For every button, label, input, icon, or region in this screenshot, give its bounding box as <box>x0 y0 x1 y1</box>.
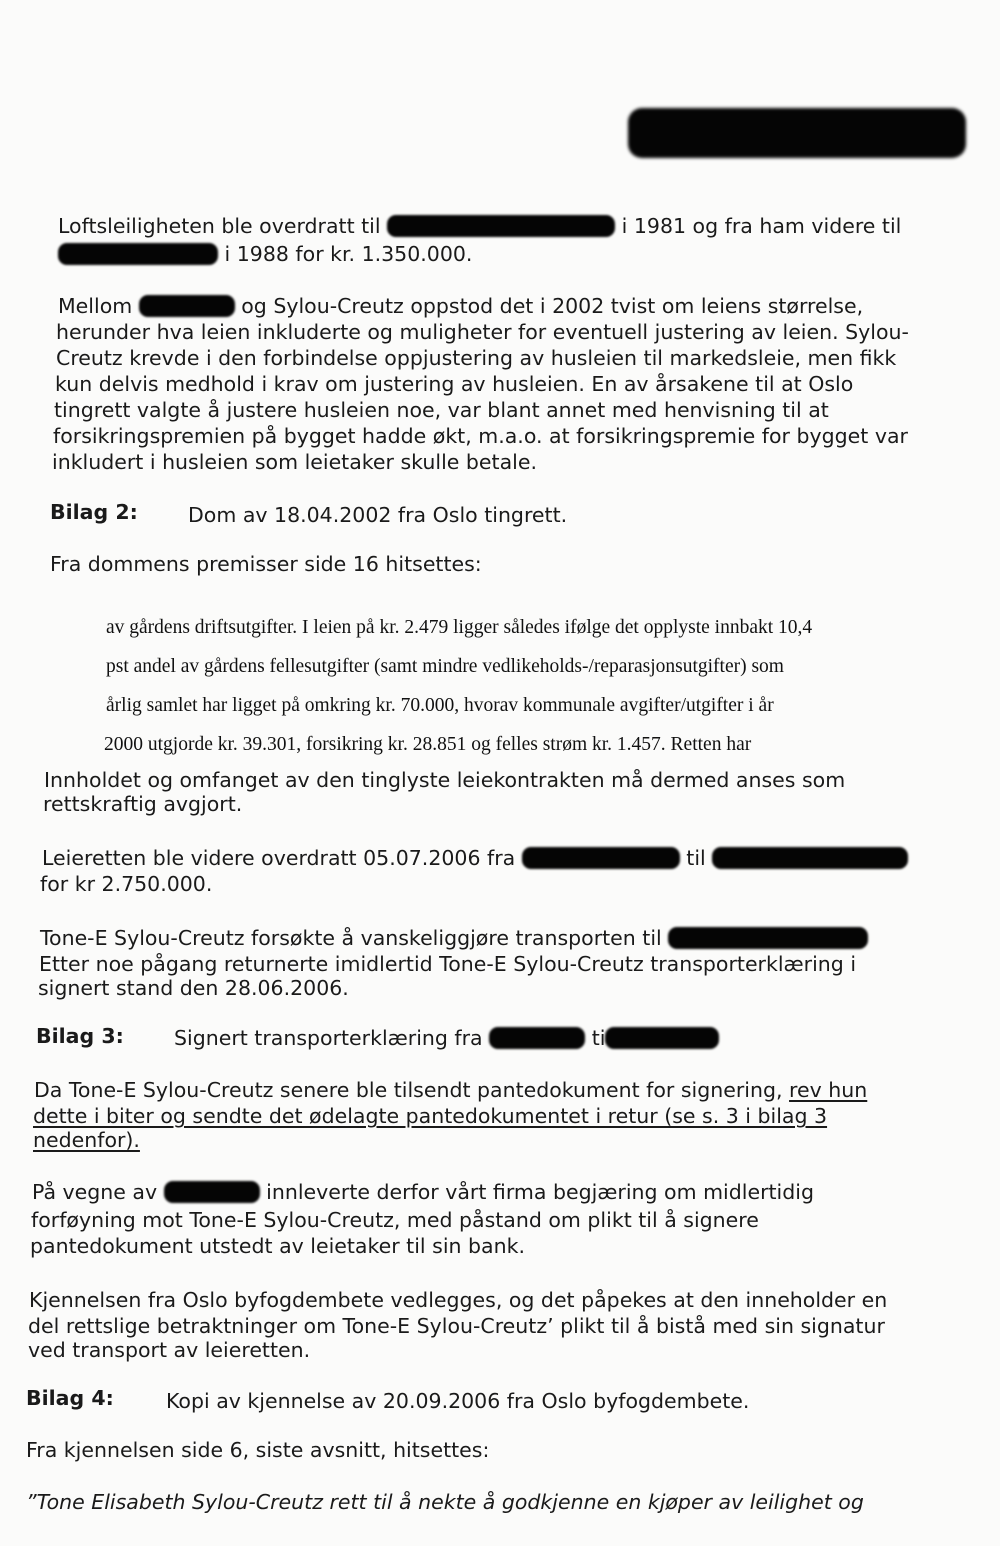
redacted-header-block <box>628 108 966 158</box>
quote1-line4: 2000 utgjorde kr. 39.301, forsikring kr. 28.851 og felles strøm kr. 1.457. Retten har <box>104 734 752 755</box>
bilag4-text: Kopi av kjennelse av 20.09.2006 fra Oslo byfogdembete. <box>166 1389 750 1413</box>
p4-line1 <box>42 846 908 870</box>
bilag3-label: Bilag 3: <box>36 1024 124 1048</box>
p8-line3: ved transport av leieretten. <box>28 1338 311 1362</box>
p7-line2: forføyning mot Tone-E Sylou-Creutz, med påstand om plikt til å signere <box>31 1208 759 1232</box>
p2-line4: kun delvis medhold i krav om justering av husleien. En av årsakene til at Oslo <box>55 372 854 396</box>
redacted-name <box>387 215 615 237</box>
text: Da Tone-E Sylou-Creutz senere ble tilsendt pantedokument for signering, <box>34 1078 783 1102</box>
text: ti <box>591 1026 606 1050</box>
underlined-text: rev hun <box>789 1078 868 1102</box>
redacted-name <box>668 927 868 949</box>
quote1-line1: av gårdens driftsutgifter. I leien på kr. 2.479 ligger således ifølge det opplyste innbakt 10,4 <box>106 617 813 638</box>
p2-line7: inkludert i husleien som leietaker skulle betale. <box>52 450 537 474</box>
p6-line1 <box>34 1078 867 1102</box>
text: Loftsleiligheten ble overdratt til <box>58 214 381 238</box>
redacted-name <box>605 1027 719 1049</box>
p6-line3: nedenfor). <box>33 1128 140 1152</box>
p5-line1 <box>40 926 868 950</box>
text: i 1981 og fra ham videre til <box>621 214 902 238</box>
text: til <box>686 846 706 870</box>
p5-line2: Etter noe pågang returnerte imidlertid Tone-E Sylou-Creutz transporterklæring i <box>39 952 857 976</box>
p3-line1: Innholdet og omfanget av den tinglyste leiekontrakten må dermed anses som <box>44 768 846 792</box>
text: og Sylou-Creutz oppstod det i 2002 tvist om leiens størrelse, <box>241 294 864 318</box>
text: Signert transporterklæring fra <box>174 1026 483 1050</box>
bilag2-text: Dom av 18.04.2002 fra Oslo tingrett. <box>188 503 568 527</box>
redacted-name <box>139 295 235 317</box>
p4-line2: for kr 2.750.000. <box>40 872 213 896</box>
redacted-name <box>58 243 218 265</box>
redacted-name <box>522 847 680 869</box>
quote1-line3: årlig samlet har ligget på omkring kr. 70.000, hvorav kommunale avgifter/utgifter i år <box>106 695 774 716</box>
quote1-line2: pst andel av gårdens fellesutgifter (samt mindre vedlikeholds-/reparasjonsutgifter) som <box>106 656 784 677</box>
bilag2-label: Bilag 2: <box>50 500 138 524</box>
p6-line2: dette i biter og sendte det ødelagte pantedokumentet i retur (se s. 3 i bilag 3 <box>33 1104 828 1128</box>
p8-line1: Kjennelsen fra Oslo byfogdembete vedlegges, og det påpekes at den inneholder en <box>29 1288 888 1312</box>
quote2-line1: ”Tone Elisabeth Sylou-Creutz rett til å nekte å godkjenne en kjøper av leilighet og <box>26 1490 864 1514</box>
p2-line6: forsikringspremien på bygget hadde økt, m.a.o. at forsikringspremie for bygget var <box>53 424 908 448</box>
p1-line2 <box>58 242 472 266</box>
text: På vegne av <box>32 1180 158 1204</box>
text: i 1988 for kr. 1.350.000. <box>224 242 473 266</box>
p2-line1 <box>58 294 863 318</box>
text: Mellom <box>58 294 133 318</box>
quote2-intro: Fra kjennelsen side 6, siste avsnitt, hitsettes: <box>26 1438 490 1462</box>
text: innleverte derfor vårt firma begjæring om midlertidig <box>266 1180 814 1204</box>
redacted-name <box>712 847 908 869</box>
text: Tone-E Sylou-Creutz forsøkte å vanskeliggjøre transporten til <box>40 926 662 950</box>
p5-line3: signert stand den 28.06.2006. <box>38 976 349 1000</box>
p8-line2: del rettslige betraktninger om Tone-E Sylou-Creutz’ plikt til å bistå med sin signatur <box>28 1314 885 1338</box>
quote1-intro: Fra dommens premisser side 16 hitsettes: <box>50 552 482 576</box>
bilag3-text <box>174 1026 719 1050</box>
p1-line1 <box>58 214 901 238</box>
bilag4-label: Bilag 4: <box>26 1386 114 1410</box>
redacted-name <box>164 1181 260 1203</box>
p2-line2: herunder hva leien inkluderte og muligheter for eventuell justering av leien. Sylou- <box>56 320 909 344</box>
p3-line2: rettskraftig avgjort. <box>43 792 243 816</box>
p7-line3: pantedokument utstedt av leietaker til sin bank. <box>30 1234 525 1258</box>
p2-line5: tingrett valgte å justere husleien noe, var blant annet med henvisning til at <box>54 398 829 422</box>
p7-line1 <box>32 1180 814 1204</box>
redacted-name <box>489 1027 585 1049</box>
p2-line3: Creutz krevde i den forbindelse oppjustering av husleien til markedsleie, men fikk <box>56 346 897 370</box>
text: Leieretten ble videre overdratt 05.07.2006 fra <box>42 846 516 870</box>
